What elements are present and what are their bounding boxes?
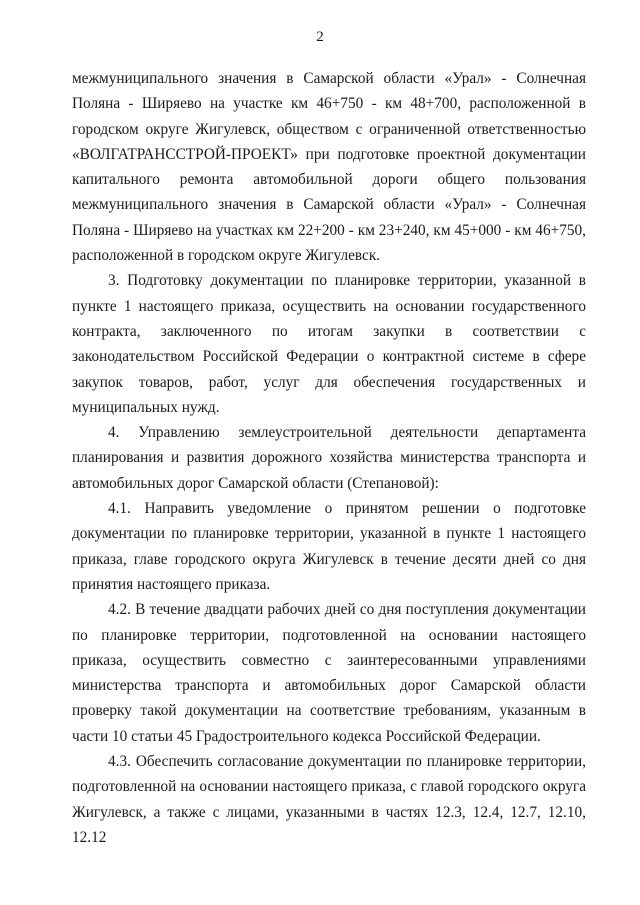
paragraph-continuation: межмуниципального значения в Самарской области «Урал» - Солнечная Поляна - Ширяево на участке км 46+750 - км 48+700, расположенной в городском округе Жигулевск, обществом с ограниченной ответственностью «ВОЛГАТРАНССТРОЙ-ПРОЕКТ» при подготовке проектной документации капитального ремонта автомобильной дороги общего пользования межмуниципального значения в Самарской области «Урал» - Солнечная Поляна - Ширяево на участках км 22+200 - км 23+240, км 45+000 - км 46+750, расположенной в городском округе Жигулевск. <box>72 70 586 265</box>
document-body <box>72 66 586 850</box>
paragraph-item-4-2: 4.2. В течение двадцати рабочих дней со дня поступления документации по планировке территории, подготовленной на основании настоящего приказа, осуществить совместно с заинтересованными управлениями министерства транспорта и автомобильных дорог Самарской области проверку такой документации на соответствие требованиям, указанным в части 10 статьи 45 Градостроительного кодекса Российской Федерации. <box>72 601 586 745</box>
paragraph-item-4-3: 4.3. Обеспечить согласование документации по планировке территории, подготовленной на основании настоящего приказа, с главой городского округа Жигулевск, а также с лицами, указанными в частях 12.3, 12.4, 12.7, 12.10, 12.12 <box>72 753 586 846</box>
paragraph-item-3: 3. Подготовку документации по планировке территории, указанной в пункте 1 настоящего приказа, осуществить на основании государственного контракта, заключенного по итогам закупки в соответствии с законодательством Российской Федерации о контрактной системе в сфере закупок товаров, работ, услуг для обеспечения государственных и муниципальных нужд. <box>72 272 586 416</box>
paragraph-item-4: 4. Управлению землеустроительной деятельности департамента планирования и развития дорожного хозяйства министерства транспорта и автомобильных дорог Самарской области (Степановой): <box>72 424 586 492</box>
page-number: 2 <box>316 29 324 45</box>
paragraph-item-4-1: 4.1. Направить уведомление о принятом решении о подготовке документации по планировке территории, указанной в пункте 1 настоящего приказа, главе городского округа Жигулевск в течение десяти дней со дня принятия настоящего приказа. <box>72 500 586 593</box>
